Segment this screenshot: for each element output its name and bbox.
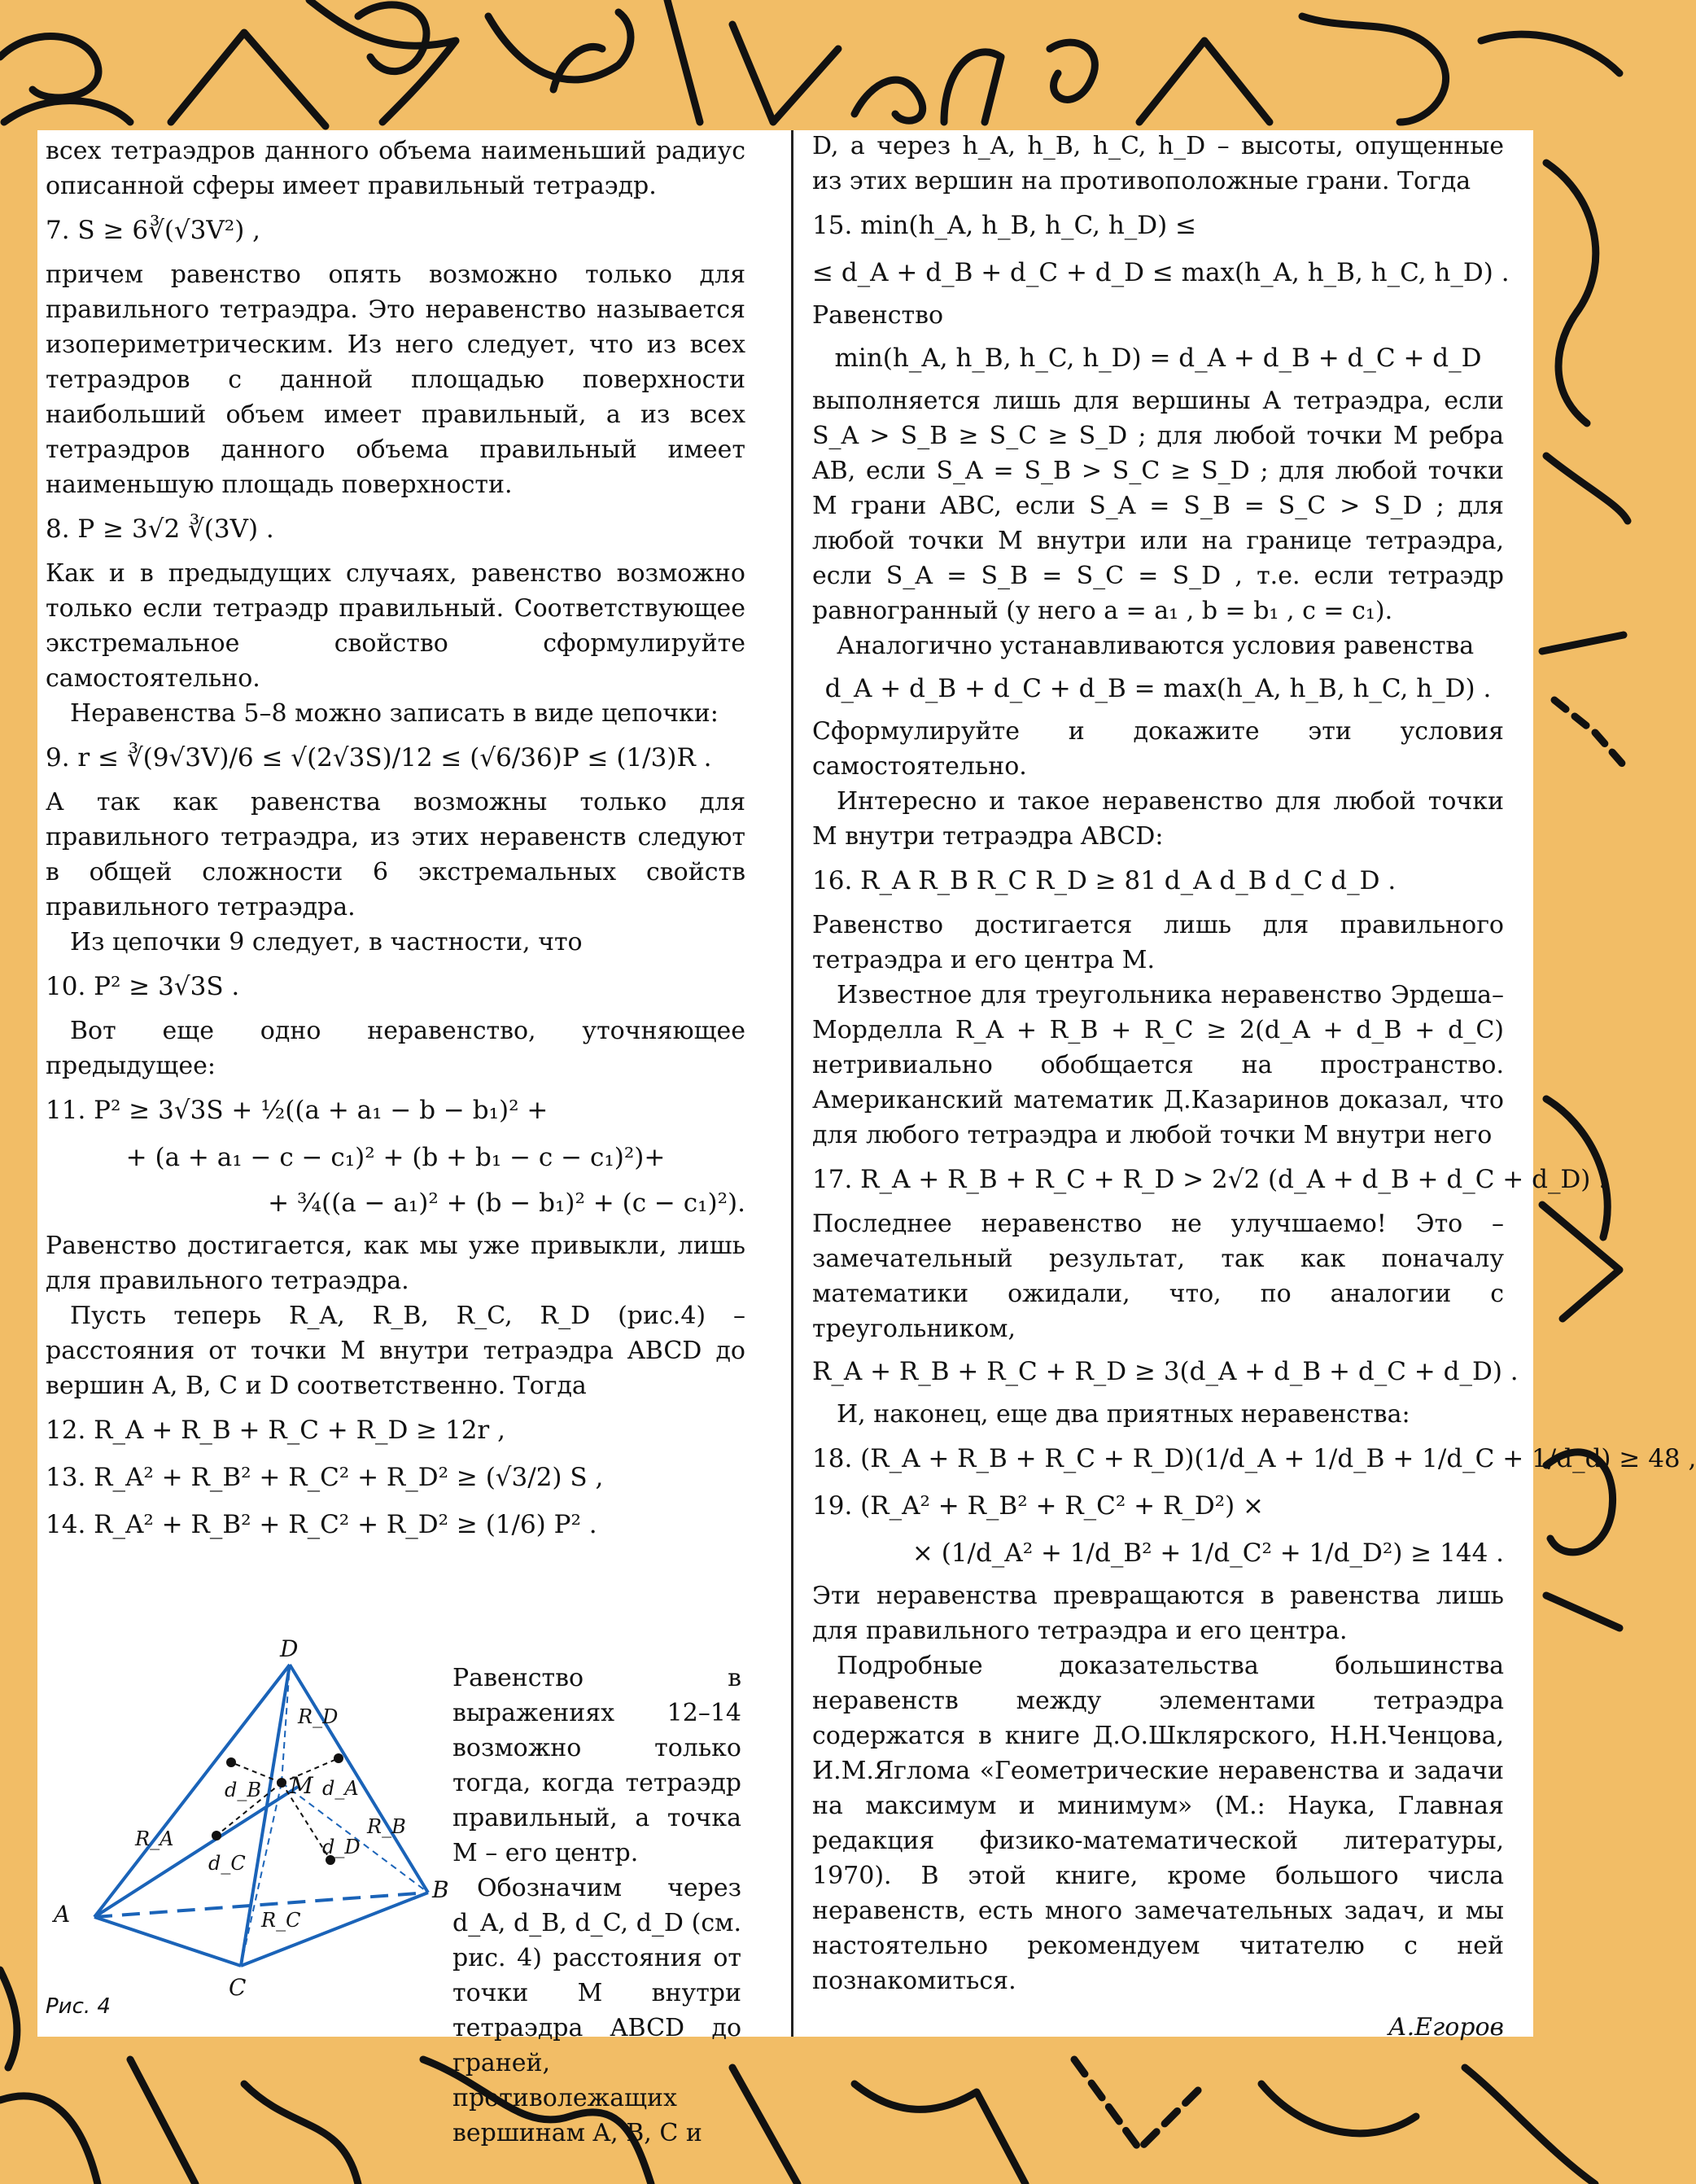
equation-15-line-2: ≤ d_A + d_B + d_C + d_D ≤ max(h_A, h_B, h_C, h_D) .	[812, 258, 1510, 287]
equation-15-equality: min(h_A, h_B, h_C, h_D) = d_A + d_B + d_C + d_D	[834, 344, 1482, 373]
left-paragraph-6: Из цепочки 9 следует, в частности, что	[70, 928, 583, 956]
article-page	[37, 130, 1696, 2147]
author-signature: А.Егоров	[1388, 2013, 1504, 2042]
left-paragraph-9: Пусть теперь R_A, R_B, R_C, R_D (рис.4) – расстояния от точки M внутри тетраэдра ABCD до вершин A, B, C и D соответственно. Тогда	[46, 1302, 745, 1400]
right-paragraph-12: Подробные доказательства большинства неравенств между элементами тетраэдра содержатся в книге Д.О.Шклярского, Н.Н.Ченцова, И.М.Яглома «Геометрические неравенства и задачи на максимум и минимум» (М.: Наука, Главная редакция физико-математической литературы, 1970). В этой книге, кроме большого числа неравенств, есть много замечательных задач, и мы настоятельно рекомендуем читателю с ней познакомиться.	[812, 1652, 1504, 1995]
right-paragraph-3: выполняется лишь для вершины A тетраэдра, если S_A > S_B ≥ S_C ≥ S_D ; для любой точки M ребра AB, если S_A = S_B > S_C ≥ S_D ; для любой точки M грани ABC, если S_A = S_B = S_C > S_D ; для любой точки M внутри или на границе тетраэдра, если S_A = S_B = S_C = S_D , т.е. если тетраэдр равногранный (у него a = a₁ , b = b₁ , c = c₁).	[812, 387, 1504, 625]
label-RD: R_D	[298, 1705, 339, 1728]
right-paragraph-11: Эти неравенства превращаются в равенства лишь для правильного тетраэдра и его центра.	[812, 1582, 1504, 1645]
equation-17-expected: R_A + R_B + R_C + R_D ≥ 3(d_A + d_B + d_C + d_D) .	[812, 1357, 1519, 1386]
equation-19-line-1: 19. (R_A² + R_B² + R_C² + R_D²) ×	[812, 1491, 1265, 1521]
label-C: C	[229, 1974, 247, 2001]
left-paragraph-3: Как и в предыдущих случаях, равенство возможно только если тетраэдр правильный. Соответствующее экстремальное свойство сформулируйте самостоятельно.	[46, 559, 745, 693]
right-paragraph-1: D, а через h_A, h_B, h_C, h_D – высоты, опущенные из этих вершин на противоположные грани. Тогда	[812, 132, 1504, 195]
equation-11-line-3: + ¾((a − a₁)² + (b − b₁)² + (c − c₁)²).	[268, 1188, 745, 1218]
label-dA: d_A	[322, 1777, 359, 1800]
left-paragraph-2: причем равенство опять возможно только для правильного тетраэдра. Это неравенство называется изопериметрическим. Из него следует, что из всех тетраэдров с данной площадью поверхности наибольший объем имеет правильный, а из всех тетраэдров данного объема правильный имеет наименьшую площадь поверхности.	[46, 260, 745, 499]
label-RC: R_C	[261, 1909, 301, 1932]
right-paragraph-6: Интересно и такое неравенство для любой точки M внутри тетраэдра ABCD:	[812, 787, 1504, 851]
left-paragraph-7: Вот еще одно неравенство, уточняющее предыдущее:	[46, 1017, 745, 1080]
figure-caption: Рис. 4	[46, 1994, 111, 2019]
equation-8: 8. P ≥ 3√2 ∛(3V) .	[46, 514, 274, 544]
label-M: M	[290, 1772, 313, 1799]
right-paragraph-9: Последнее неравенство не улучшаемо! Это – замечательный результат, так как поначалу математики ожидали, что, по аналогии с треугольником,	[812, 1210, 1504, 1343]
equation-14: 14. R_A² + R_B² + R_C² + R_D² ≥ (1/6) P² .	[46, 1510, 597, 1539]
equation-13: 13. R_A² + R_B² + R_C² + R_D² ≥ (√3/2) S ,	[46, 1463, 604, 1492]
equation-9: 9. r ≤ ∛(9√3V)/6 ≤ √(2√3S)/12 ≤ (√6/36)P ≤ (1/3)R .	[46, 743, 712, 772]
label-B: B	[432, 1876, 449, 1903]
figure-labels	[54, 1635, 477, 2039]
left-paragraph-1: всех тетраэдров данного объема наименьший радиус описанной сферы имеет правильный тетраэдр.	[46, 137, 745, 200]
right-paragraph-2: Равенство	[812, 301, 944, 330]
left-paragraph-5: А так как равенства возможны только для правильного тетраэдра, из этих неравенств следуют в общей сложности 6 экстремальных свойств правильного тетраэдра.	[46, 788, 745, 921]
right-paragraph-5: Сформулируйте и докажите эти условия самостоятельно.	[812, 717, 1504, 781]
equation-15-max-equality: d_A + d_B + d_C + d_B = max(h_A, h_B, h_C, h_D) .	[824, 674, 1492, 703]
label-A: A	[54, 1901, 71, 1928]
left-column	[46, 133, 745, 1552]
equation-18: 18. (R_A + R_B + R_C + R_D)(1/d_A + 1/d_B + 1/d_C + 1/d_d) ≥ 48 ,	[812, 1444, 1696, 1473]
equation-15-line-1: 15. min(h_A, h_B, h_C, h_D) ≤	[812, 211, 1197, 240]
left-paragraph-8: Равенство достигается, как мы уже привыкли, лишь для правильного тетраэдра.	[46, 1232, 745, 1295]
right-column	[812, 129, 1696, 2045]
left-paragraph-4: Неравенства 5–8 можно записать в виде цепочки:	[70, 699, 719, 728]
right-paragraph-7: Равенство достигается лишь для правильного тетраэдра и его центра M.	[812, 911, 1504, 974]
equation-11-line-2: + (a + a₁ − c − c₁)² + (b + b₁ − c − c₁)²)+	[125, 1143, 666, 1172]
label-dD: d_D	[322, 1836, 361, 1858]
label-D: D	[280, 1635, 299, 1662]
right-paragraph-10: И, наконец, еще два приятных неравенства:	[837, 1400, 1410, 1429]
equation-17: 17. R_A + R_B + R_C + R_D > 2√2 (d_A + d_B + d_C + d_D) .	[812, 1165, 1607, 1194]
figure-side-text	[452, 1661, 741, 2151]
equation-16: 16. R_A R_B R_C R_D ≥ 81 d_A d_B d_C d_D .	[812, 866, 1397, 895]
right-paragraph-4: Аналогично устанавливаются условия равенства	[837, 632, 1475, 660]
column-divider	[791, 130, 793, 2037]
equation-10: 10. P² ≥ 3√3S .	[46, 972, 240, 1001]
label-RB: R_B	[367, 1815, 406, 1838]
label-dC: d_C	[208, 1852, 246, 1875]
right-paragraph-8: Известное для треугольника неравенство Эрдеша–Морделла R_A + R_B + R_C ≥ 2(d_A + d_B + d_C) нетривиально обобщается на пространство. Американский математик Д.Казаринов доказал, что для любого тетраэдра и любой точки M внутри него	[812, 981, 1504, 1149]
figure-side-paragraph-2: Обозначим через d_A, d_B, d_C, d_D (см. рис. 4) расстояния от точки M внутри тетраэдра ABCD до граней, противолежащих вершинам A, B, C и	[452, 1874, 741, 2147]
label-dB: d_B	[225, 1779, 261, 1801]
equation-11-line-1: 11. P² ≥ 3√3S + ½((a + a₁ − b − b₁)² +	[46, 1096, 549, 1125]
figure-side-paragraph-1: Равенство в выражениях 12–14 возможно только тогда, когда тетраэдр правильный, а точка M – его центр.	[452, 1664, 741, 1867]
equation-12: 12. R_A + R_B + R_C + R_D ≥ 12r ,	[46, 1416, 505, 1445]
label-RA: R_A	[135, 1827, 174, 1850]
equation-19-line-2: × (1/d_A² + 1/d_B² + 1/d_C² + 1/d_D²) ≥ 144 .	[911, 1538, 1504, 1568]
equation-7: 7. S ≥ 6∛(√3V²) ,	[46, 216, 261, 245]
